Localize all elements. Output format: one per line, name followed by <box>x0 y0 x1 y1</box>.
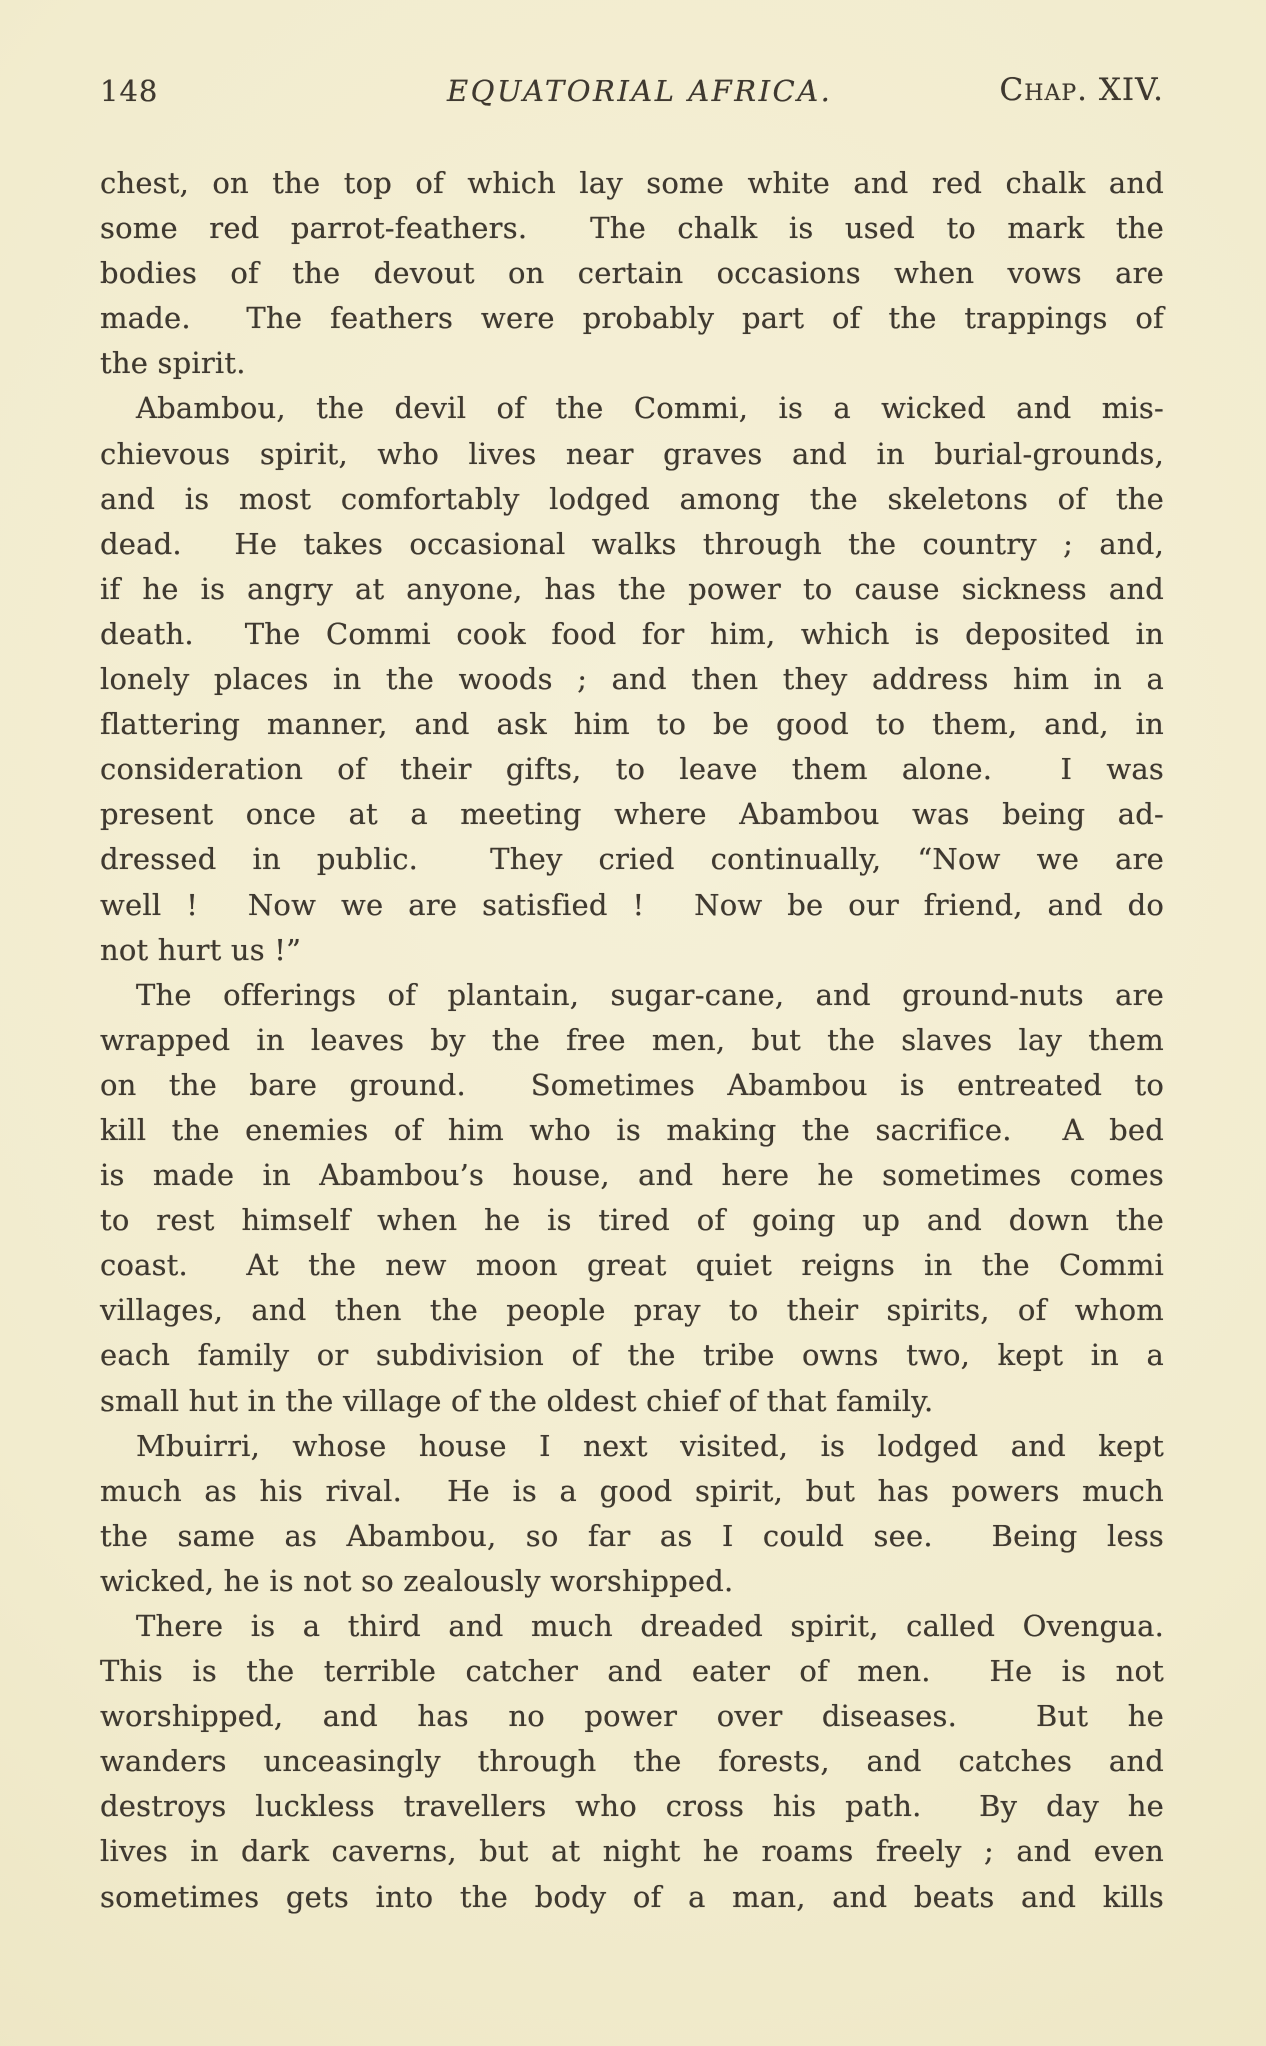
paragraph <box>100 1424 1164 1604</box>
text-line: wicked, he is not so zealously worshipped. <box>100 1563 734 1598</box>
page-header <box>100 72 1164 112</box>
text-line: lives in dark caverns, but at night he roams freely ; and even <box>100 1834 1164 1869</box>
text-line: present once at a meeting where Abambou was being ad- <box>100 797 1164 832</box>
text-line: each family or subdivision of the tribe owns two, kept in a <box>100 1338 1164 1373</box>
text-line: villages, and then the people pray to their spirits, of whom <box>100 1293 1164 1328</box>
text-line: on the bare ground. Sometimes Abambou is entreated to <box>100 1067 1164 1102</box>
text-line: bodies of the devout on certain occasions when vows are <box>100 256 1164 291</box>
text-line: Abambou, the devil of the Commi, is a wicked and mis- <box>136 391 1164 426</box>
text-line: There is a third and much dreaded spirit, called Ovengua. <box>136 1609 1164 1643</box>
text-line: much as his rival. He is a good spirit, but has powers much <box>100 1473 1164 1508</box>
text-line: wrapped in leaves by the free men, but the slaves lay them <box>100 1022 1164 1057</box>
text-line: dead. He takes occasional walks through the country ; and, <box>100 526 1164 561</box>
text-line: the same as Abambou, so far as I could see. Being less <box>100 1518 1164 1553</box>
paragraph <box>100 973 1164 1424</box>
text-line: wanders unceasingly through the forests, and catches and <box>100 1744 1164 1779</box>
text-line: death. The Commi cook food for him, which is deposited in <box>100 616 1164 651</box>
text-line: lonely places in the woods ; and then they address him in a <box>100 662 1164 697</box>
body-text <box>100 161 1164 1920</box>
text-line: small hut in the village of the oldest chief of that family. <box>100 1383 934 1418</box>
text-line: destroys luckless travellers who cross his path. By day he <box>100 1789 1164 1824</box>
text-line: chievous spirit, who lives near graves and in burial-grounds, <box>100 436 1164 471</box>
text-line: the spirit. <box>100 346 246 381</box>
text-line: flattering manner, and ask him to be good to them, and, in <box>100 707 1164 742</box>
text-line: is made in Abambou’s house, and here he sometimes comes <box>100 1158 1164 1193</box>
text-line: Mbuirri, whose house I next visited, is lodged and kept <box>136 1428 1164 1463</box>
text-line: well ! Now we are satisfied ! Now be our friend, and do <box>100 887 1164 922</box>
paragraph <box>100 386 1164 972</box>
text-line: made. The feathers were probably part of the trappings of <box>100 301 1164 336</box>
text-line: some red parrot-feathers. The chalk is used to mark the <box>100 211 1164 246</box>
text-line: consideration of their gifts, to leave them alone. I was <box>100 752 1164 787</box>
text-line: worshipped, and has no power over diseases. But he <box>100 1699 1164 1734</box>
text-line: The offerings of plantain, sugar-cane, and ground-nuts are <box>136 977 1164 1012</box>
text-line: coast. At the new moon great quiet reigns in the Commi <box>100 1248 1164 1283</box>
text-line: sometimes gets into the body of a man, and beats and kills <box>100 1879 1164 1914</box>
text-line: to rest himself when he is tired of going up and down the <box>100 1203 1164 1238</box>
paragraph <box>100 161 1164 386</box>
text-line: and is most comfortably lodged among the skeletons of the <box>100 481 1164 516</box>
running-title: EQUATORIAL AFRICA. <box>447 74 833 108</box>
text-line: kill the enemies of him who is making the sacrifice. A bed <box>100 1112 1164 1147</box>
page-number: 148 <box>100 74 159 108</box>
paragraph <box>100 1604 1164 1920</box>
text-line: not hurt us !” <box>100 932 302 967</box>
text-line: if he is angry at anyone, has the power to cause sickness and <box>100 571 1164 606</box>
chapter-label: Chap. XIV. <box>999 72 1164 108</box>
text-line: This is the terrible catcher and eater of men. He is not <box>100 1654 1164 1689</box>
text-line: dressed in public. They cried continually, “Now we are <box>100 842 1164 877</box>
text-line: chest, on the top of which lay some white and red chalk and <box>100 166 1164 200</box>
